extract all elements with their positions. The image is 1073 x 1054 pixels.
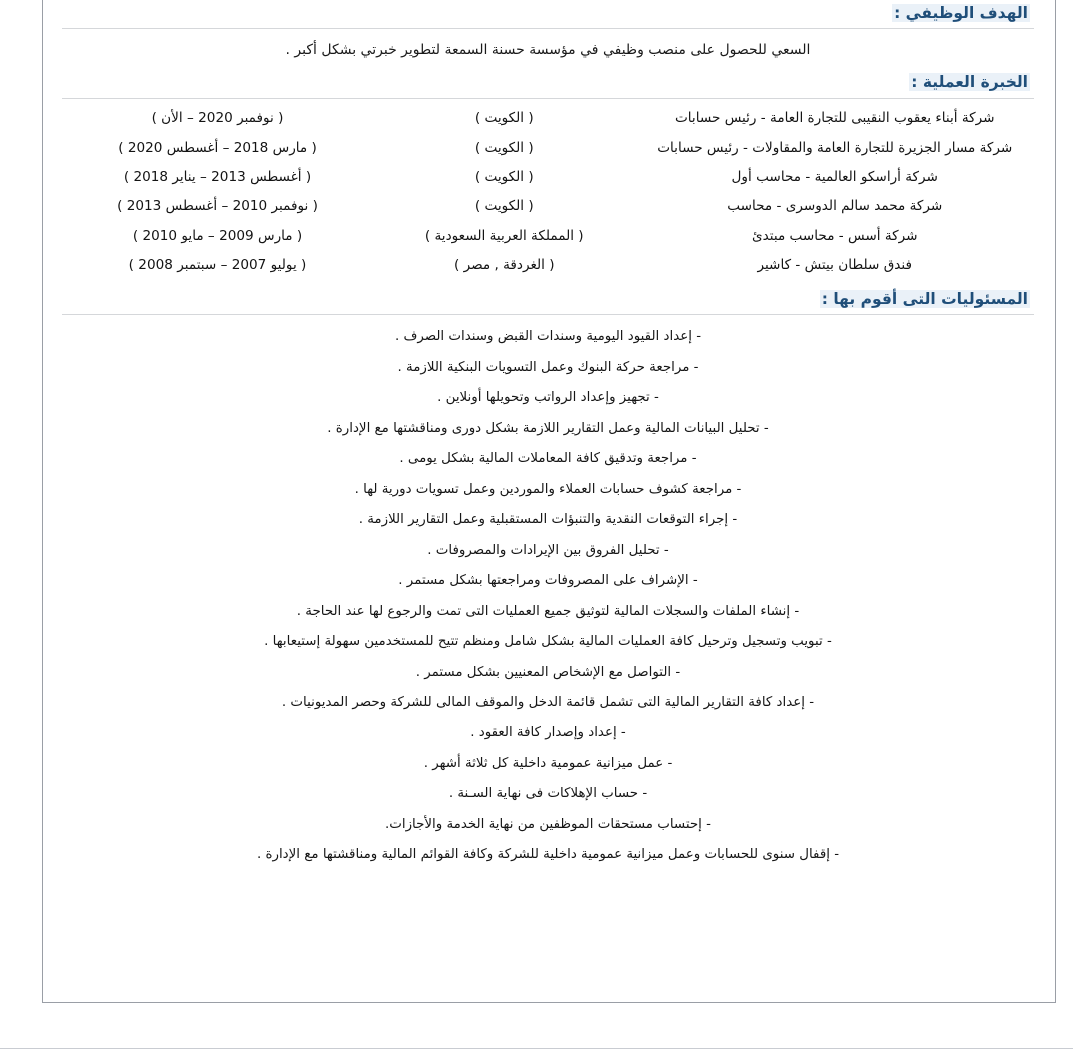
list-item: - إحتساب مستحقات الموظفين من نهاية الخدمة والأجازات. [385, 816, 711, 832]
list-item: - إعداد كافة التقارير المالية التى تشمل قائمة الدخل والموقف المالى للشركة وحصر المديونيات . [281, 695, 815, 710]
list-item: - إعداد وإصدار كافة العقود . [470, 725, 626, 741]
section-heading-objective-text: الهدف الوظيفي : [894, 4, 1028, 22]
list-item: - إعداد القيود اليومية وسندات القبض وسندات الصرف . [394, 329, 702, 345]
experience-table-body [62, 104, 1034, 280]
list-item: - التواصل مع الإشخاص المعنيين بشكل مستمر . [415, 664, 681, 680]
responsibilities-list [62, 320, 1034, 870]
experience-dates: ( مارس 2009 – مايو 2010 ) [132, 227, 303, 244]
section-heading-responsibilities [62, 280, 1034, 311]
list-item: - إقفال سنوى للحسابات وعمل ميزانية عمومية داخلية للشركة وكافة القوائم المالية ومناقشتها مع الإدارة . [256, 847, 840, 863]
list-item: - إنشاء الملفات والسجلات المالية لتوثيق جميع العمليات التى تمت والرجوع لها عند الحاجة . [296, 603, 800, 619]
experience-job-title: شركة أبناء يعقوب النقيبى للتجارة العامة - رئيس حسابات [674, 110, 995, 127]
experience-job-title: شركة محمد سالم الدوسرى - محاسب [727, 198, 943, 215]
experience-job-title: فندق سلطان بيتش - كاشير [757, 256, 913, 273]
experience-dates: ( أغسطس 2013 – يناير 2018 ) [123, 168, 312, 185]
experience-dates: ( نوفمبر 2020 – الأن ) [151, 110, 284, 127]
list-item: - إجراء التوقعات النقدية والتنبؤات المستقبلية وعمل التقارير اللازمة . [358, 512, 738, 528]
experience-location: ( الكويت ) [474, 110, 534, 127]
section-heading-experience-text: الخبرة العملية : [911, 73, 1028, 92]
table-row [62, 192, 1034, 221]
table-row [62, 250, 1034, 279]
list-item: - مراجعة وتدقيق كافة المعاملات المالية بشكل يومى . [399, 451, 697, 467]
experience-dates: ( يوليو 2007 – سبتمبر 2008 ) [128, 256, 307, 273]
list-item: - حساب الإهلاكات فى نهاية السـنة . [448, 786, 648, 802]
divider-responsibilities [62, 314, 1034, 315]
experience-job-title: شركة أراسكو العالمية - محاسب أول [731, 168, 938, 185]
divider-objective [62, 28, 1034, 29]
list-item: - تبويب وتسجيل وترحيل كافة العمليات المالية بشكل شامل ومنظم تتيح للمستخدمين سهولة إستيعابها . [264, 634, 832, 650]
experience-job-title: شركة مسار الجزيرة للتجارة العامة والمقاولات - رئيس حسابات [657, 139, 1013, 156]
experience-location: ( الكويت ) [474, 139, 534, 156]
list-item: - مراجعة حركة البنوك وعمل التسويات البنكية اللازمة . [397, 359, 699, 375]
experience-location: ( الكويت ) [474, 198, 534, 215]
list-item: - تجهيز وإعداد الرواتب وتحويلها أونلاين . [437, 390, 659, 406]
experience-dates: ( نوفمبر 2010 – أغسطس 2013 ) [117, 198, 318, 215]
table-row [62, 162, 1034, 191]
experience-table [62, 104, 1034, 280]
list-item: - عمل ميزانية عمومية داخلية كل ثلاثة أشهر . [423, 755, 673, 771]
divider-experience [62, 98, 1034, 99]
table-row [62, 104, 1034, 133]
list-item: - تحليل الفروق بين الإيرادات والمصروفات . [427, 542, 669, 558]
experience-dates: ( مارس 2018 – أغسطس 2020 ) [118, 139, 317, 156]
section-heading-objective [62, 0, 1034, 25]
table-row [62, 221, 1034, 250]
table-row [62, 133, 1034, 162]
experience-location: ( الكويت ) [474, 168, 534, 185]
list-item: - الإشراف على المصروفات ومراجعتها بشكل مستمر . [398, 573, 698, 589]
objective-text: السعي للحصول على منصب وظيفي في مؤسسة حسنة السمعة لتطوير خبرتي بشكل أكبر . [285, 42, 811, 59]
section-heading-experience [62, 69, 1034, 94]
experience-location: ( المملكة العربية السعودية ) [424, 227, 584, 244]
experience-job-title: شركة أسس - محاسب مبتدئ [751, 227, 918, 244]
list-item: - تحليل البيانات المالية وعمل التقارير اللازمة بشكل دورى ومناقشتها مع الإدارة . [327, 420, 769, 436]
section-heading-responsibilities-text: المسئوليات التى أقوم بها : [821, 289, 1028, 308]
list-item: - مراجعة كشوف حسابات العملاء والموردين وعمل تسويات دورية لها . [354, 481, 742, 497]
cv-content [52, 0, 1048, 1000]
experience-location: ( الغردقة , مصر ) [453, 256, 555, 273]
page-bottom-rule [0, 1048, 1073, 1049]
